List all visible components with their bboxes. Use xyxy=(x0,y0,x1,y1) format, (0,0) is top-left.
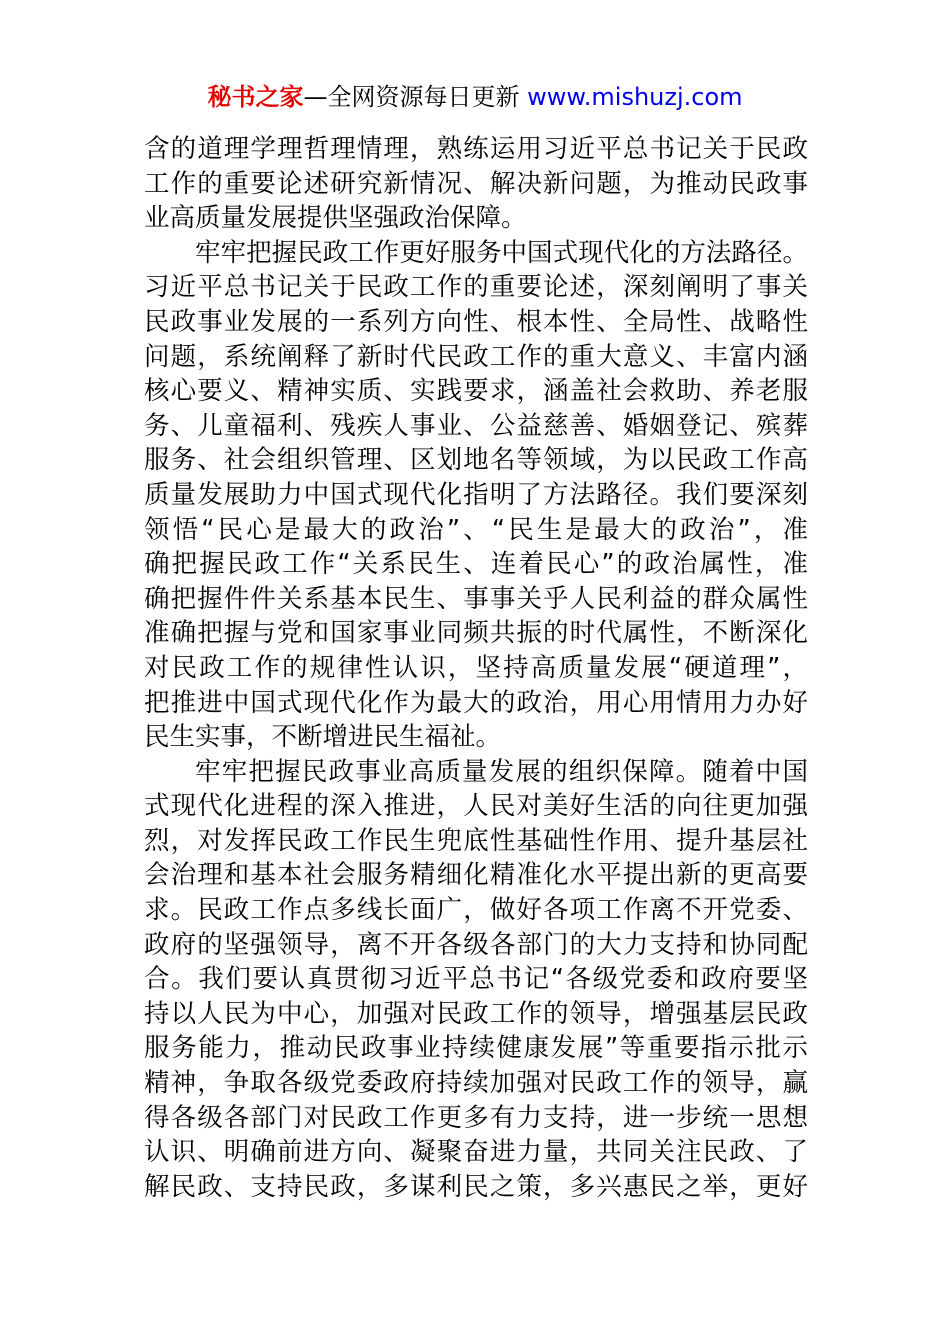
site-url-link[interactable]: www.mishuzj.com xyxy=(519,83,743,111)
text-line: 解民政、支持民政，多谋利民之策，多兴惠民之举，更好 xyxy=(144,1171,808,1202)
header-tagline: —全网资源每日更新 xyxy=(303,83,520,111)
text-line: 民生实事，不断增进民生福祉。 xyxy=(144,722,502,753)
paragraph xyxy=(144,755,808,1205)
text-line: 确把握件件关系基本民生、事事关乎人民利益的群众属性 xyxy=(144,583,808,614)
text-line: 合。我们要认真贯彻习近平总书记“各级党委和政府要坚 xyxy=(144,964,808,995)
text-line: 认识、明确前进方向、凝聚奋进力量，共同关注民政、了 xyxy=(144,1137,808,1168)
text-line: 牢牢把握民政事业高质量发展的组织保障。随着中国 xyxy=(195,756,808,787)
paragraph xyxy=(144,132,808,236)
text-line: 持以人民为中心，加强对民政工作的领导，增强基层民政 xyxy=(144,998,808,1029)
text-line: 烈，对发挥民政工作民生兜底性基础性作用、提升基层社 xyxy=(144,825,808,856)
text-line: 求。民政工作点多线长面广，做好各项工作离不开党委、 xyxy=(144,895,808,926)
text-line: 含的道理学理哲理情理，熟练运用习近平总书记关于民政 xyxy=(144,134,808,164)
text-line: 业高质量发展提供坚强政治保障。 xyxy=(144,203,527,234)
text-line: 服务、社会组织管理、区划地名等领域，为以民政工作高 xyxy=(144,445,808,476)
text-line: 务、儿童福利、残疾人事业、公益慈善、婚姻登记、殡葬 xyxy=(144,410,808,441)
text-line: 质量发展助力中国式现代化指明了方法路径。我们要深刻 xyxy=(144,479,808,510)
page-header xyxy=(0,80,950,114)
text-line: 对民政工作的规律性认识，坚持高质量发展“硬道理”， xyxy=(144,652,808,683)
text-line: 会治理和基本社会服务精细化精准化水平提出新的更高要 xyxy=(144,860,808,891)
text-line: 式现代化进程的深入推进，人民对美好生活的向往更加强 xyxy=(144,791,808,822)
document-body xyxy=(144,132,808,1204)
text-line: 核心要义、精神实质、实践要求，涵盖社会救助、养老服 xyxy=(144,376,808,407)
text-line: 把推进中国式现代化作为最大的政治，用心用情用力办好 xyxy=(144,687,808,718)
text-line: 习近平总书记关于民政工作的重要论述，深刻阐明了事关 xyxy=(144,272,808,303)
paragraph xyxy=(144,236,808,755)
brand-name: 秘书之家 xyxy=(207,83,304,111)
text-line: 民政事业发展的一系列方向性、根本性、全局性、战略性 xyxy=(144,306,808,337)
text-line: 得各级各部门对民政工作更多有力支持，进一步统一思想 xyxy=(144,1102,808,1133)
text-line: 问题，系统阐释了新时代民政工作的重大意义、丰富内涵 xyxy=(144,341,808,372)
text-line: 精神，争取各级党委政府持续加强对民政工作的领导，赢 xyxy=(144,1068,808,1099)
text-line: 确把握民政工作“关系民生、连着民心”的政治属性，准 xyxy=(144,549,808,580)
text-line: 准确把握与党和国家事业同频共振的时代属性，不断深化 xyxy=(144,618,808,649)
text-line: 领悟“民心是最大的政治”、“民生是最大的政治”，准 xyxy=(144,514,808,545)
text-line: 服务能力，推动民政事业持续健康发展”等重要指示批示 xyxy=(144,1033,808,1064)
text-line: 牢牢把握民政工作更好服务中国式现代化的方法路径。 xyxy=(195,237,808,268)
text-line: 工作的重要论述研究新情况、解决新问题，为推动民政事 xyxy=(144,168,808,199)
text-line: 政府的坚强领导，离不开各级各部门的大力支持和协同配 xyxy=(144,929,808,960)
